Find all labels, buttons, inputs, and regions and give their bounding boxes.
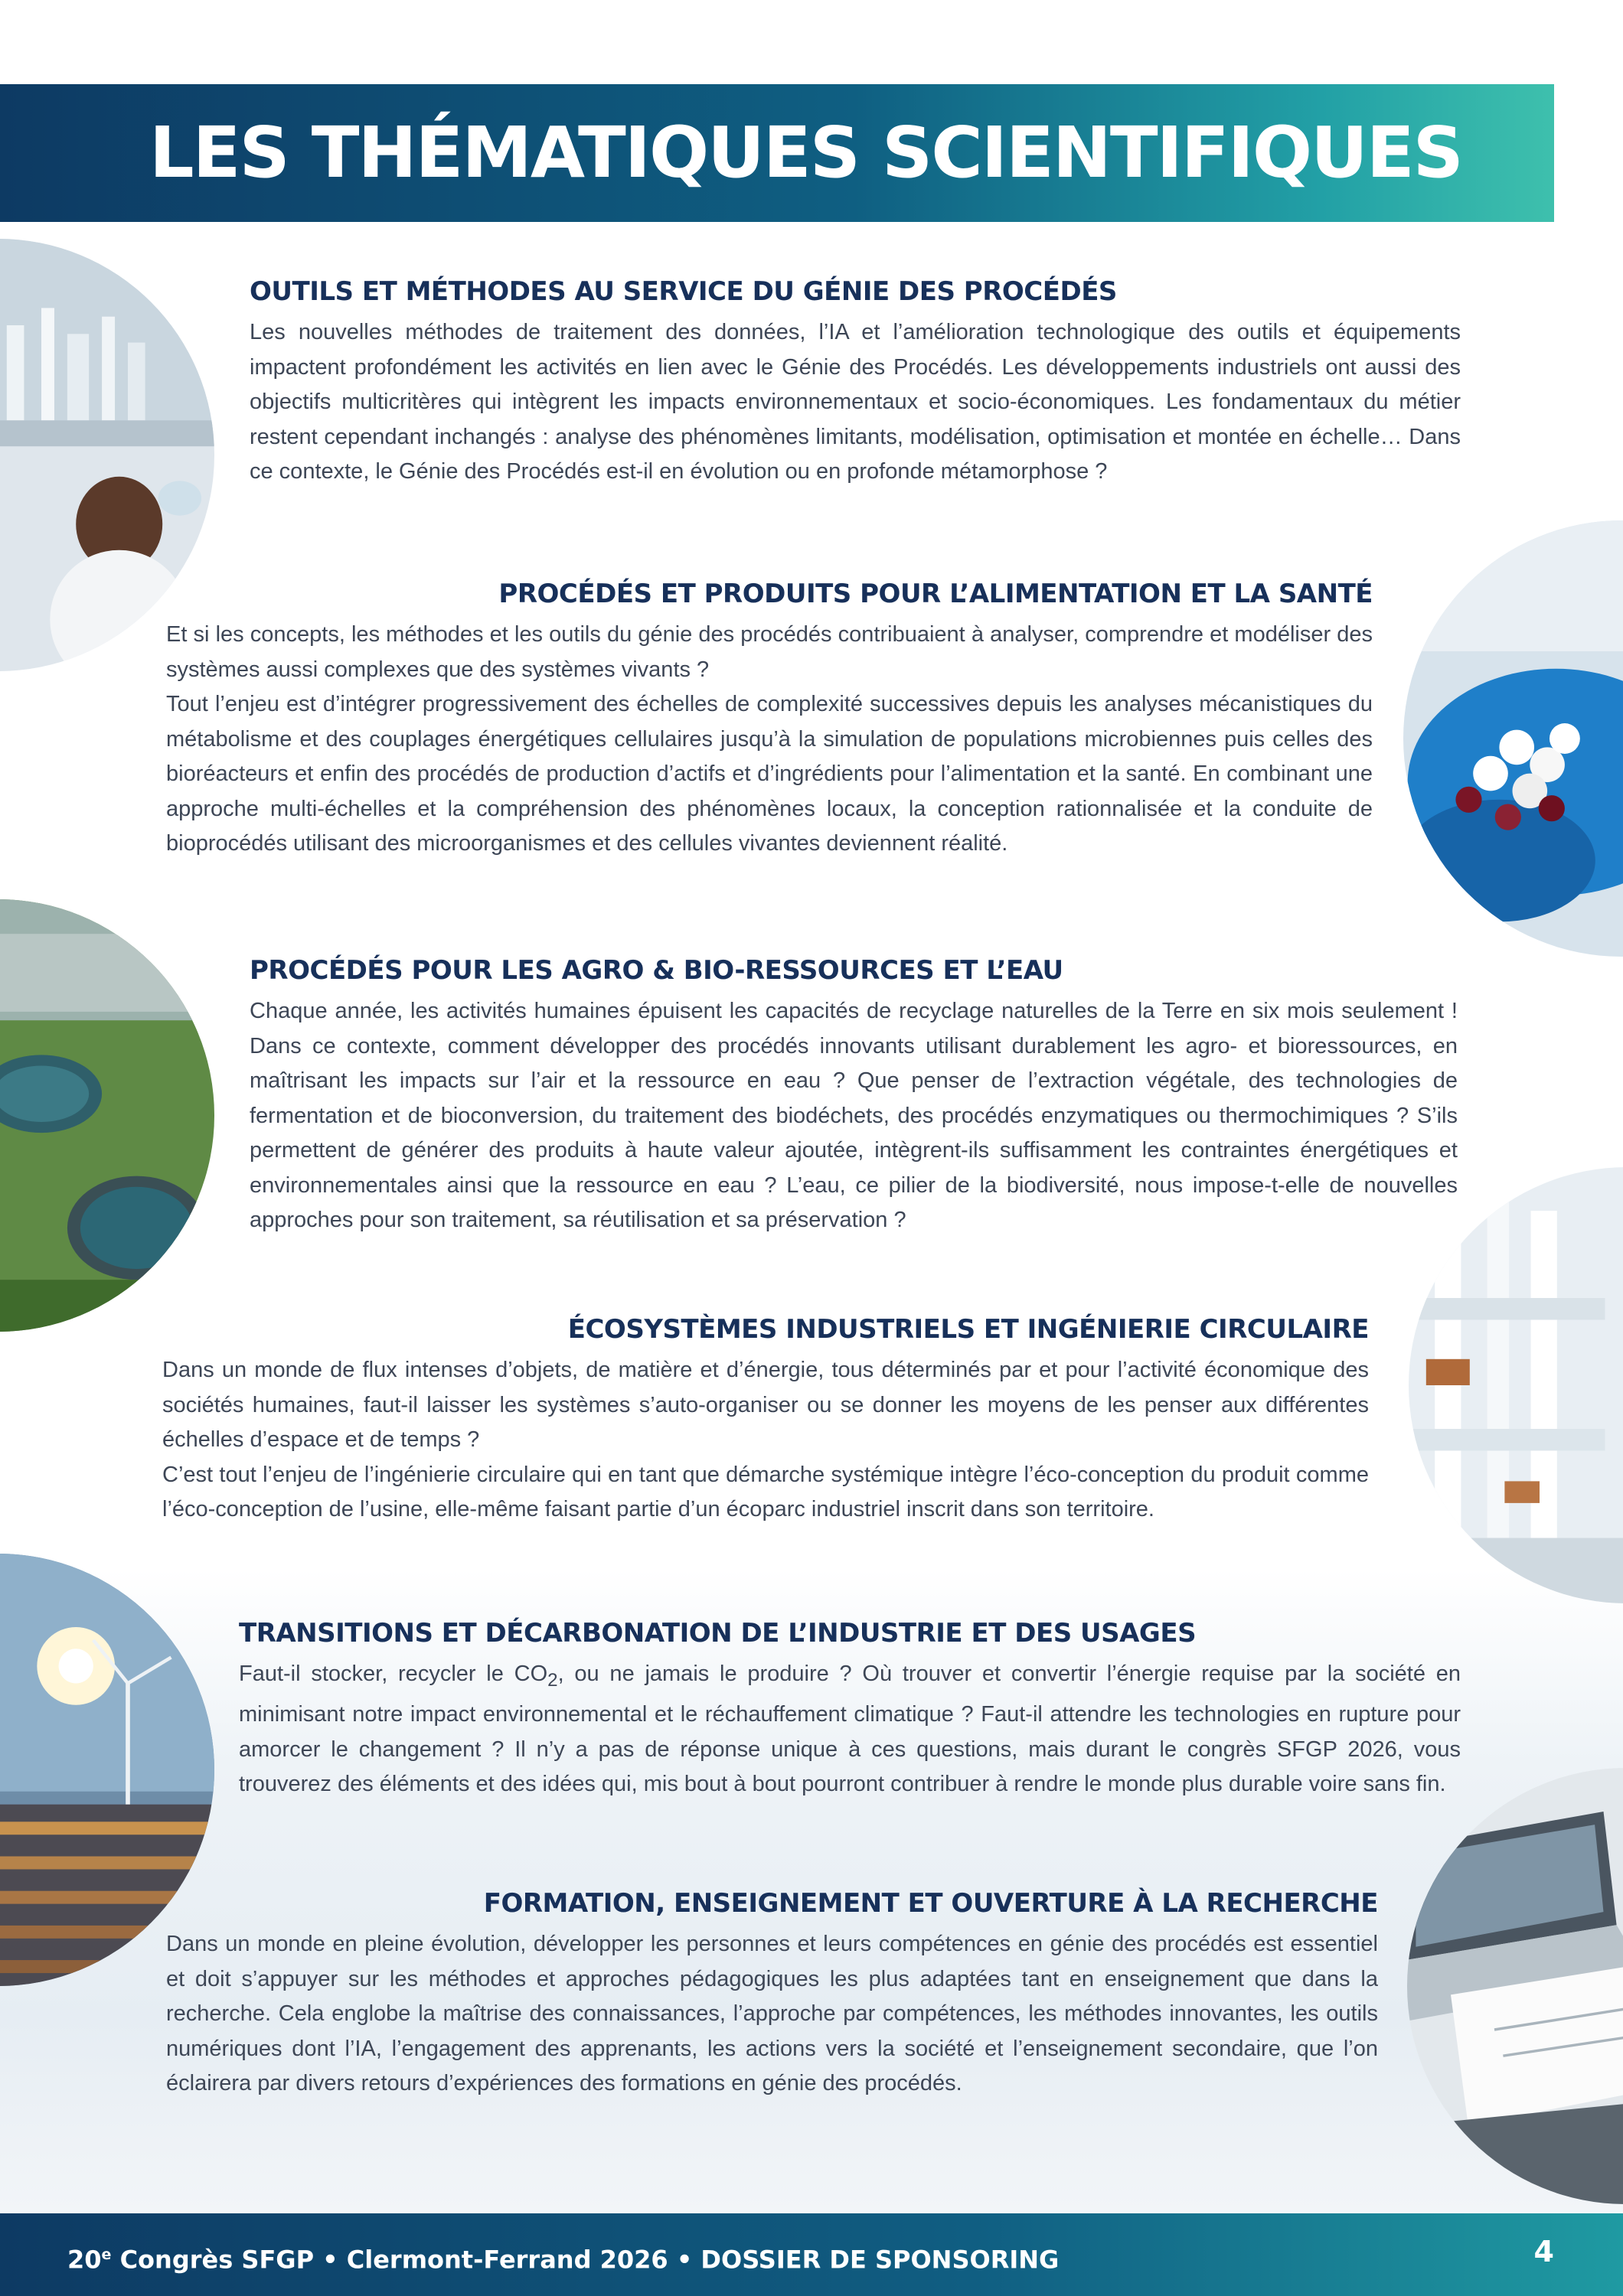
section-paragraph: Dans un monde de flux intenses d’objets, de matière et d’énergie, tous déterminés par et pour l’activité économique des sociétés humaines, faut-il laisser les systèmes s’auto-organiser ou se donner les moyens de les penser aux différentes échelles d’espace et de temps ? <box>162 1358 1369 1452</box>
section-alimentation-sante <box>166 575 1373 862</box>
water-treatment-plant-photo <box>0 899 214 1332</box>
page-title: LES THÉMATIQUES SCIENTIFIQUES <box>149 112 1462 194</box>
footer-bar <box>0 2213 1623 2296</box>
pills-in-gloved-hand-photo <box>1403 520 1623 957</box>
section-paragraph <box>239 1657 1461 1802</box>
section-ecosystemes-industriels <box>162 1310 1369 1528</box>
title-banner <box>0 84 1554 222</box>
section-title: PROCÉDÉS POUR LES AGRO & BIO-RESSOURCES ET L’EAU <box>250 955 1063 986</box>
section-paragraph: Dans un monde en pleine évolution, développer les personnes et leurs compétences en génie des procédés est essentiel et doit s’appuyer sur les méthodes et approches pédagogiques les plus adaptées tant en enseignement que dans la recherche. Cela englobe la maîtrise des connaissances, l’approche par compétences, les méthodes innovantes, les outils numériques dont l’IA, l’engagement des apprenants, les actions vers la société et l’enseignement secondaire, que l’on éclairera par divers retours d’expériences des formations en génie des procédés. <box>166 1932 1378 2095</box>
section-paragraph: C’est tout l’enjeu de l’ingénierie circulaire qui en tant que démarche systémique intègre l’éco-conception du produit comme l’éco-conception de l’usine, elle-même faisant partie d’un écoparc industriel inscrit dans son territoire. <box>162 1462 1369 1521</box>
edition-number: 20 <box>67 2245 102 2275</box>
section-title: FORMATION, ENSEIGNEMENT ET OUVERTURE À LA RECHERCHE <box>483 1888 1378 1919</box>
section-title: TRANSITIONS ET DÉCARBONATION DE L’INDUSTRIE ET DES USAGES <box>239 1618 1197 1649</box>
section-outils-methodes <box>250 272 1461 490</box>
section-formation-enseignement <box>166 1884 1378 2102</box>
section-paragraph: Les nouvelles méthodes de traitement des données, l’IA et l’amélioration technologique des outils et équipements impactent profondément les activités en lien avec le Génie des Procédés. Les développements industriels ont aussi des objectifs multicritères qui intègrent les impacts environnementaux et socio-économiques. Les fondamentaux du métier restent cependant inchangés : analyse des phénomènes limitants, modélisation, optimisation et montée en échelle… Dans ce contexte, le Génie des Procédés est-il en évolution ou en profonde métamorphose ? <box>250 320 1461 484</box>
edition-suffix: e <box>101 2246 112 2263</box>
page-number: 4 <box>1533 2235 1554 2268</box>
co2-subscript: 2 <box>547 1669 558 1691</box>
section-paragraph: Chaque année, les activités humaines épuisent les capacités de recyclage naturelles de la Terre en six mois seulement ! Dans ce contexte, comment développer des procédés innovants utilisant durablement les agro- et bioressources, en maîtrisant les impacts sur l’air et la ressource en eau ? Que penser de l’extraction végétale, des technologies de fermentation et de bioconversion, du traitement des biodéchets, des procédés enzymatiques ou thermochimiques ? S’ils permettent de générer des produits à haute valeur ajoutée, intègrent-ils suffisamment les contraintes énergétiques et environnementales ainsi que la ressource en eau ? L’eau, ce pilier de la biodiversité, nous impose-t-elle de nouvelles approches pour son traitement, sa réutilisation et sa préservation ? <box>250 999 1458 1232</box>
footer-event-label <box>67 2236 1059 2278</box>
section-title: PROCÉDÉS ET PRODUITS POUR L’ALIMENTATION ET LA SANTÉ <box>498 579 1373 609</box>
section-paragraph: Tout l’enjeu est d’intégrer progressivement des échelles de complexité successives depuis les analyses mécanistiques du métabolisme et des couplages énergétiques cellulaires jusqu’à la simulation de populations microbiennes puis celles des bioréacteurs et enfin des procédés de production d’actifs et d’ingrédients pour l’alimentation et la santé. En combinant une approche multi-échelles et la compréhension des phénomènes locaux, la conception rationnalisée et la conduite de bioprocédés utilisant des microorganismes et des cellules vivantes deviennent réalité. <box>166 692 1373 856</box>
section-agro-bio-ressources <box>250 951 1458 1238</box>
section-title: ÉCOSYSTÈMES INDUSTRIELS ET INGÉNIERIE CIRCULAIRE <box>567 1314 1369 1345</box>
paragraph-text: Faut-il stocker, recycler le CO <box>239 1662 548 1686</box>
section-title: OUTILS ET MÉTHODES AU SERVICE DU GÉNIE DES PROCÉDÉS <box>250 276 1117 307</box>
paragraph-text: , ou ne jamais le produire ? Où trouver et convertir l’énergie requise par la société en minimisant notre impact environnemental et le réchauffement climatique ? Faut-il attendre les technologies en rupture pour amorcer le changement ? Il n’y a pas de réponse unique à ces questions, mais durant le congrès SFGP 2026, vous trouverez des éléments et des idées qui, mis bout à bout pourront contribuer à rendre le monde plus durable voire sans fin. <box>239 1662 1461 1797</box>
section-transitions-decarbonation <box>239 1614 1461 1802</box>
footer-text: Congrès SFGP • Clermont-Ferrand 2026 • DOSSIER DE SPONSORING <box>111 2245 1060 2275</box>
section-paragraph: Et si les concepts, les méthodes et les outils du génie des procédés contribuaient à analyser, comprendre et modéliser des systèmes aussi complexes que des systèmes vivants ? <box>166 622 1373 682</box>
